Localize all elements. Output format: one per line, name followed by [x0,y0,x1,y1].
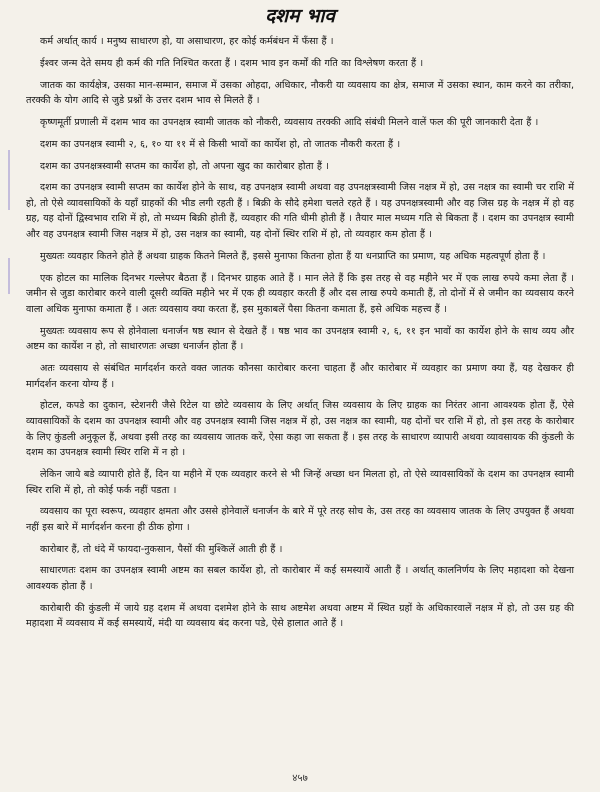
page-number: ४५७ [292,773,308,784]
paragraph: होटल, कपडे का दुकान, स्टेशनरी जैसे रिटेल या छोटे व्यवसाय के लिए अर्थात् जिस व्यवसाय के लिए ग्राहक का निरंतर आना आवश्यक होता हैं, ऐसे व्यावसायिकों के दशम का उपनक्षत्र स्वामी और वह उपनक्षत्र स्वामी जिस नक्षत्र में हो, उस नक्षत्र का स्वामी, यह दोनों चर राशि में हो, तो इस तरह के कारोबार के लिए कुंडली अनुकूल हैं, अथवा इसी तरह का व्यवसाय जातक करें, ऐसा कहा जा सकता हैं । इस तरह के साधारण व्यापारी अथवा व्यावसायक की कुंडली के दशम का उपनक्षत्र स्वामी स्थिर राशि में न हो । [26,400,574,459]
paragraph: एक होटल का मालिक दिनभर गल्लेपर बैठता हैं । दिनभर ग्राहक आते हैं । मान लेते हैं कि इस तरह से वह महीने भर में एक लाख रुपये कमा लेता हैं । जमीन से जुडा कारोबार करने वाली दूसरी व्यक्ति महीने भर में एक ही व्यवहार करती हैं और दस लाख रुपये कमाती हैं, तो दोनों में से जमीन का व्यवसाय करने वाला अधिक मुनाफा कमाता हैं । अतः व्यवसाय क्या करता हैं, इस मुकाबलें पैसा कितना कमाता हैं, इसे अधिक महत्त्व हैं । [26,272,574,315]
paragraph: ईश्वर जन्म देते समय ही कर्म की गति निश्चित करता हैं । दशम भाव इन कर्मों की गति का विश्लेषण करता हैं । [40,57,424,69]
body-text [26,34,574,632]
paragraph: व्यवसाय का पूरा स्वरूप, व्यवहार क्षमता और उससे होनेवालें धनार्जन के बारे में पूरे तरह सोच के, उस तरह का व्यवसाय जातक के लिए उपयुक्त हैं अथवा नहीं इस बारे में मार्गदर्शन करना ही ठीक होगा । [26,506,574,533]
page-title: दशम भाव [265,5,335,27]
paragraph: दशम का उपनक्षत्र स्वामी सप्तम का कार्येश होने के साथ, वह उपनक्षत्र स्वामी अथवा वह उपनक्षत्रस्वामी जिस नक्षत्र में हो, उस नक्षत्र का स्वामी चर राशि में हो, तो ऐसे व्यावसायिकों के यहाँ ग्राहकों की भीड लगी रहती हैं । बिक्री के सौदे हमेशा चलते रहते हैं । यह उपनक्षत्रस्वामी और वह जिस ग्रह के नक्षत्र में हो वह ग्रह, यह दोनों द्विस्वभाव राशि में हो, तो मध्यम बिक्री होती हैं, व्यवहार की गति धीमी होती हैं । तैयार माल मध्यम गति से बिकता हैं । दशम का उपनक्षत्र स्वामी और वह उपनक्षत्र स्वामी जिस नक्षत्र में हो, उस नक्षत्र का स्वामी, यह दोनों स्थिर राशि में हो, तो व्यवहार कम होता हैं । [26,182,574,241]
paragraph: कारोबारी की कुंडली में जाये ग्रह दशम में अथवा दशमेश होने के साथ अष्टमेश अथवा अष्टम में स्थित ग्रहों के अधिकारवालें नक्षत्र में हो, तो उस ग्रह की महादशा में व्यवसाय में कई समस्यायें, मंदी या व्यवसाय बंद करना पडे, ऐसे हालात आते हैं । [26,602,574,630]
paragraph: कर्म अर्थात् कार्य । मनुष्य साधारण हो, या असाधारण, हर कोई कर्मबंधन में फँसा हैं । [40,36,334,47]
paragraph: कृष्णमूर्ती प्रणाली में दशम भाव का उपनक्षत्र स्वामी जातक को नौकरी, व्यवसाय तरक्की आदि संबंधी मिलने वालें फल की पूरी जानकारी देता हैं । [40,116,539,128]
paragraph: मुख्यतः व्यवसाय रूप से होनेवाला धनार्जन षष्ठ स्थान से देखते हैं । षष्ठ भाव का उपनक्षत्र स्वामी २, ६, ११ इन भावों का कार्येश होने के साथ व्यय और अष्टम का कार्येश न हो, तो साधारणतः अच्छा धनार्जन होता हैं । [26,325,574,353]
paragraph: अतः व्यवसाय से संबंधित मार्गदर्शन करते वक्त जातक कौनसा कारोबार करना चाहता हैं और कारोबार में व्यवहार का प्रमाण क्या हैं, यह देखकर ही मार्गदर्शन करना योग्य हैं । [26,362,574,390]
paragraph: मुख्यतः व्यवहार कितने होते हैं अथवा ग्राहक कितने मिलते हैं, इससे मुनाफा कितना होता हैं या धनप्राप्ति का प्रमाण, यह अधिक महत्वपूर्ण होता हैं । [40,250,546,262]
paragraph: लेकिन जाये बडे व्यापारी होते हैं, दिन या महीने में एक व्यवहार करने से भी जिन्हें अच्छा धन मिलता हो, तो ऐसे व्यावसायिकों के दशम का उपनक्षत्र स्वामी स्थिर राशि में हो, तो कोई फर्क नहीं पडता । [26,468,574,496]
paragraph: दशम का उपनक्षत्र स्वामी २, ६, १० या ११ में से किसी भावों का कार्येश हो, तो जातक नौकरी करता हैं । [40,138,401,150]
margin-mark [8,150,10,210]
paragraph: दशम का उपनक्षत्रस्वामी सप्तम का कार्येश हो, तो अपना खुद का कारोबार होता हैं । [40,160,329,172]
margin-mark [8,258,10,294]
paragraph: जातक का कार्यक्षेत्र, उसका मान-सम्मान, समाज में उसका ओहदा, अधिकार, नौकरी या व्यवसाय का क्षेत्र, समाज में उसका स्थान, काम करने का तरीका, तरक्की के योग आदि से जुडे प्रश्नों के उत्तर दशम भाव से मिलते हैं । [26,79,574,107]
paragraph: कारोबार हैं, तो धंदे में फायदा-नुकसान, पैसों की मुश्किलें आती ही हैं । [40,543,283,555]
paragraph: साधारणतः दशम का उपनक्षत्र स्वामी अष्टम का सबल कार्येश हो, तो कारोबार में कई समस्यायें आती हैं । अर्थात् कालनिर्णय के लिए महादशा को देखना आवश्यक होता हैं । [26,565,574,593]
